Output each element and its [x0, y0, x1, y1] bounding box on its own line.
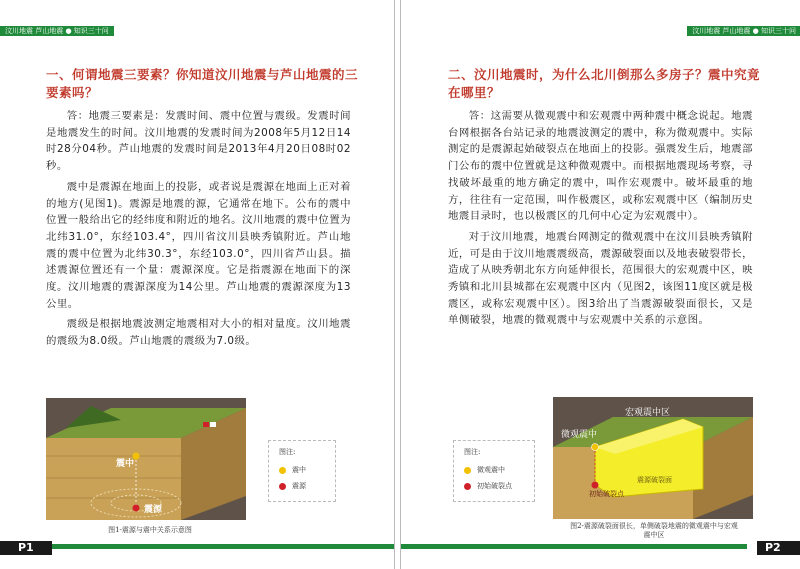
legend-title: 图注: [279, 448, 296, 456]
legend-label: 微观震中 [477, 466, 505, 474]
right-footer-bar [401, 544, 747, 549]
hypocenter-label: 震源 [144, 505, 163, 515]
figure-2-legend [453, 440, 535, 502]
legend-label: 初始破裂点 [477, 482, 512, 490]
left-question-title: 一、何谓地震三要素？你知道汶川地震与芦山地震的三要素吗？ [46, 67, 359, 100]
rupture-plane-label: 震源破裂面 [637, 476, 672, 484]
left-page-number: P1 [0, 541, 52, 555]
yellow-dot-icon [279, 467, 286, 474]
initial-rupture-label: 初始破裂点 [589, 490, 624, 498]
micro-epicenter-label: 微观震中 [561, 430, 598, 440]
right-question-title: 二、汶川地震时，为什么北川倒那么多房子？震中究竟在哪里？ [448, 67, 761, 100]
red-dot-icon [279, 483, 286, 490]
figure-2-illustration [553, 397, 753, 519]
yellow-dot-icon [464, 467, 471, 474]
hypocenter-marker [133, 505, 140, 512]
legend-title: 图注: [464, 448, 481, 456]
right-answer-text [448, 108, 753, 333]
initial-rupture-marker [592, 482, 599, 489]
left-answer-text [46, 108, 351, 354]
figure-1-caption: 图1-震源与震中关系示意图 [108, 526, 192, 534]
left-paragraph-3: 震级是根据地震波测定地震相对大小的相对量度。汶川地震的震级为8.0级。芦山地震的震级为7.0级。 [46, 318, 351, 348]
right-page [400, 0, 800, 569]
figure-1-illustration [46, 398, 246, 520]
figure-1-legend [268, 440, 336, 502]
legend-row-micro [464, 465, 505, 475]
legend-row-epicenter [279, 465, 306, 475]
left-page [0, 0, 395, 569]
red-dot-icon [464, 483, 471, 490]
epicenter-label: 震中 [116, 459, 135, 469]
micro-epicenter-marker [592, 444, 599, 451]
left-footer-bar [52, 544, 394, 549]
macro-epicenter-label: 宏观震中区 [625, 408, 671, 418]
legend-row-hypocenter [279, 481, 306, 491]
left-page-header: 汶川地震 芦山地震 ● 知识三十问 [0, 26, 114, 36]
legend-label: 震中 [292, 466, 306, 474]
right-paragraph-1: 答：这需要从微观震中和宏观震中两种震中概念说起。地震台网根据各台站记录的地震波测定的震中，称为微观震中。实际测定的是震源起始破裂点在地面上的投影。强震发生后，地震部门公布的震中位置就是这种微观震中。而根据地震现场考察，寻找破坏最重的地方确定的震中，叫作宏观震中。破坏最重的地方，往往有一定范围，叫作极震区，或称宏观震中区（编制历史地震目录时，也以极震区的几何中心定为宏观震中）。 [448, 110, 753, 223]
left-paragraph-1: 答：地震三要素是：发震时间、震中位置与震级。发震时间是地震发生的时间。汶川地震的发震时间为2008年5月12日14时28分04秒。芦山地震的发震时间是2013年4月20日08时02秒。 [46, 110, 351, 173]
legend-label: 震源 [292, 482, 306, 490]
right-page-number: P2 [757, 541, 800, 555]
legend-row-initial [464, 481, 512, 491]
figure-2-caption: 图2-震源破裂面很长，单侧破裂地震的微观震中与宏观震中区 [570, 522, 738, 539]
right-paragraph-2: 对于汶川地震，地震台网测定的微观震中在汶川县映秀镇附近，可是由于汶川地震震级高，震源破裂面以及地表破裂带长，造成了从映秀朝北东方向延伸很长，范围很大的宏观震中区，映秀镇和北川县城都在宏观震中区内（见图2，该图11度区就是极震区，或称宏观震中区）。图3给出了当震源破裂面很长，又是单侧破裂，地震的微观震中与宏观震中关系的示意图。 [448, 230, 753, 327]
left-paragraph-2: 震中是震源在地面上的投影，或者说是震源在地面上正对着的地方(见图1)。震源是地震的源，它通常在地下。公布的震中位置一般给出它的经纬度和附近的地名。汶川地震的震中位置为北纬31.0°，东经103.4°，四川省汶川县映秀镇附近。芦山地震的震中位置为北纬30.3°，东经103.0°，四川省芦山县。描述震源位置还有一个量：震源深度。它是指震源在地面下的深度。汶川地震的震源深度为14公里。芦山地震的震源深度为13公里。 [46, 180, 351, 310]
right-page-header: 汶川地震 芦山地震 ● 知识三十问 [687, 26, 800, 36]
